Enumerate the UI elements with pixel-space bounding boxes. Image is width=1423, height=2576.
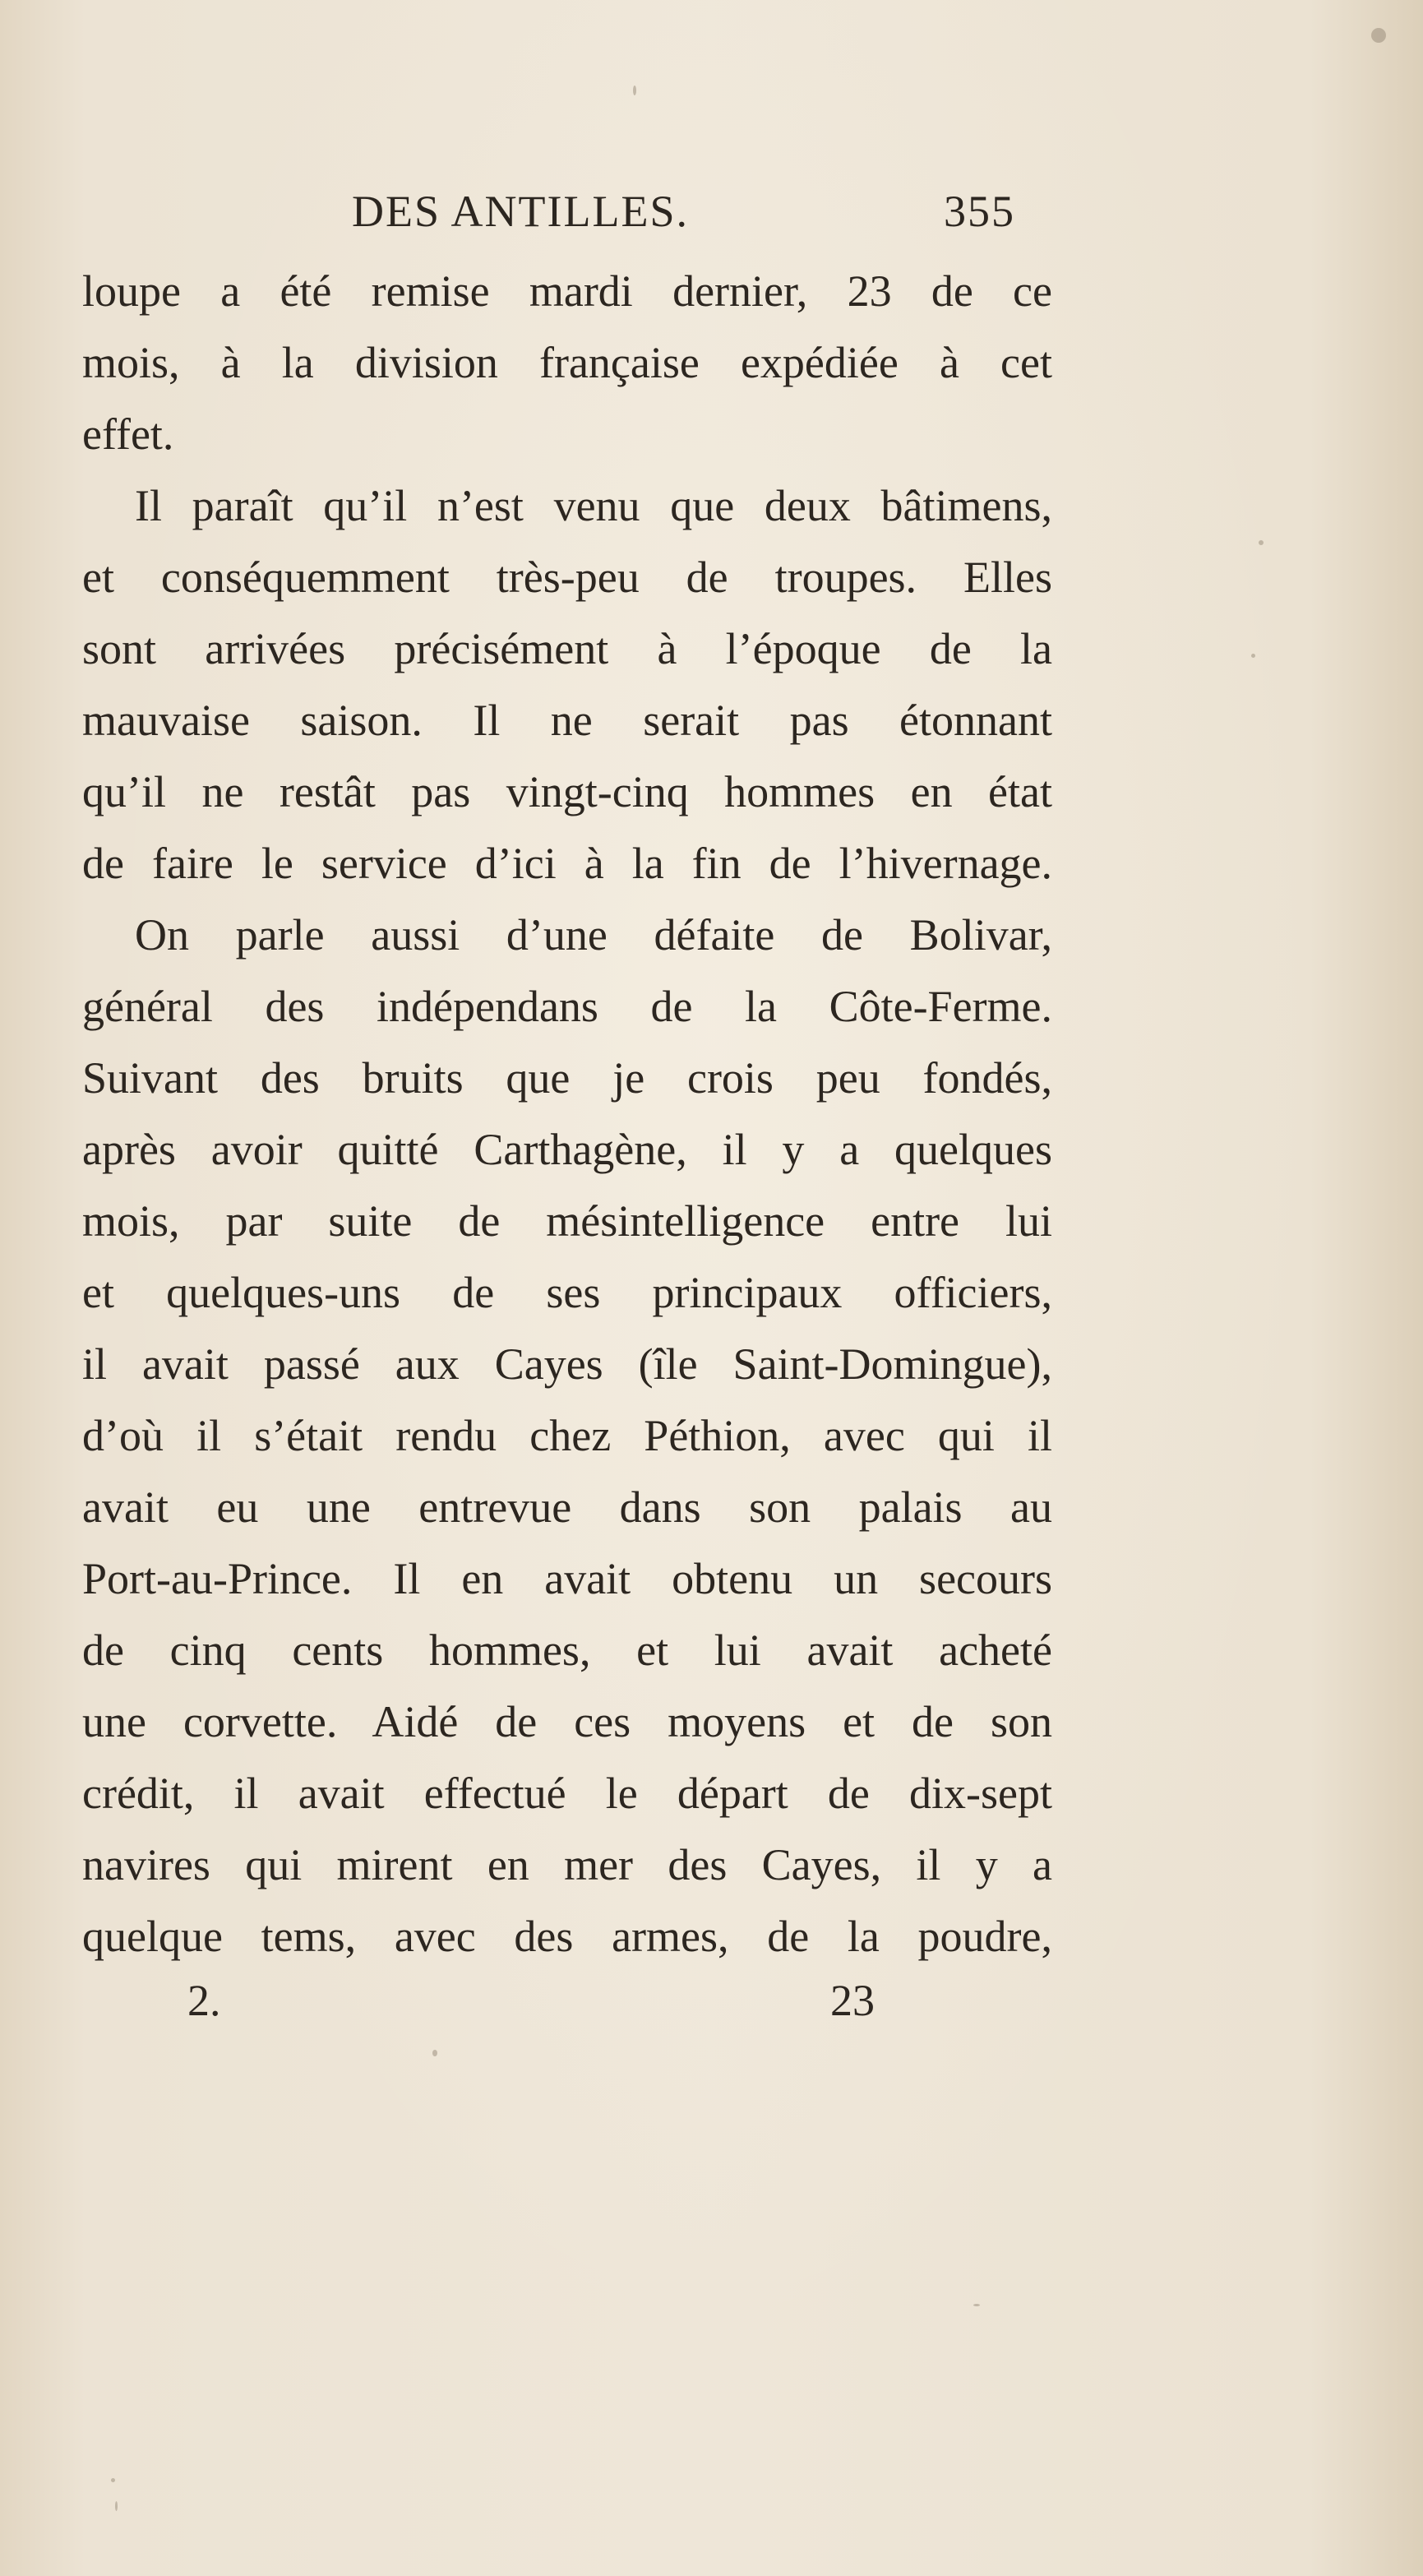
text-line: mois, à la division française expédiée à cet xyxy=(82,338,1052,387)
text-line: crédit, il avait effectué le départ de dix-sept xyxy=(82,1769,1052,1818)
text-line: mois, par suite de mésintelligence entre lui xyxy=(82,1196,1052,1246)
signature-mark: 2. xyxy=(187,1976,221,2025)
text-line: et quelques-uns de ses principaux officiers, xyxy=(82,1268,1052,1317)
text-line: Suivant des bruits que je crois peu fondés, xyxy=(82,1053,1052,1103)
text-line: Port-au-Prince. Il en avait obtenu un secours xyxy=(82,1554,1052,1603)
text-line: et conséquemment très-peu de troupes. Elles xyxy=(82,553,1052,602)
text-line: sont arrivées précisément à l’époque de la xyxy=(82,624,1052,673)
paper-speck xyxy=(115,2501,118,2511)
text-line: quelque tems, avec des armes, de la poudre, xyxy=(82,1912,1052,1961)
paper-speck xyxy=(1371,28,1386,43)
text-line: navires qui mirent en mer des Cayes, il y a xyxy=(82,1840,1052,1889)
paper-speck xyxy=(973,2304,980,2306)
text-line: loupe a été remise mardi dernier, 23 de ce xyxy=(82,266,1052,316)
text-line: Il paraît qu’il n’est venu que deux bâtimens, xyxy=(135,481,1052,530)
text-line: une corvette. Aidé de ces moyens et de son xyxy=(82,1697,1052,1746)
running-head-title: DES ANTILLES. xyxy=(352,187,689,236)
text-line: il avait passé aux Cayes (île Saint-Domingue), xyxy=(82,1339,1052,1389)
paper-speck xyxy=(1259,540,1264,545)
running-head xyxy=(0,186,1423,243)
paper-speck xyxy=(111,2478,115,2482)
text-line: de cinq cents hommes, et lui avait acheté xyxy=(82,1626,1052,1675)
text-line: On parle aussi d’une défaite de Bolivar, xyxy=(135,910,1052,960)
page-number: 355 xyxy=(944,187,1015,236)
text-line: effet. xyxy=(82,409,174,459)
text-line: général des indépendans de la Côte-Ferme. xyxy=(82,982,1052,1031)
text-line: qu’il ne restât pas vingt-cinq hommes en état xyxy=(82,767,1052,816)
text-line: de faire le service d’ici à la fin de l’hivernage. xyxy=(82,839,1052,888)
text-line: mauvaise saison. Il ne serait pas étonnant xyxy=(82,696,1052,745)
paper-speck xyxy=(432,2050,437,2056)
text-line: avait eu une entrevue dans son palais au xyxy=(82,1482,1052,1532)
text-line: d’où il s’était rendu chez Péthion, avec qui il xyxy=(82,1411,1052,1460)
paper-speck xyxy=(1251,654,1255,658)
gathering-number: 23 xyxy=(830,1976,875,2025)
text-line: après avoir quitté Carthagène, il y a quelques xyxy=(82,1125,1052,1174)
paper-speck xyxy=(633,86,636,95)
